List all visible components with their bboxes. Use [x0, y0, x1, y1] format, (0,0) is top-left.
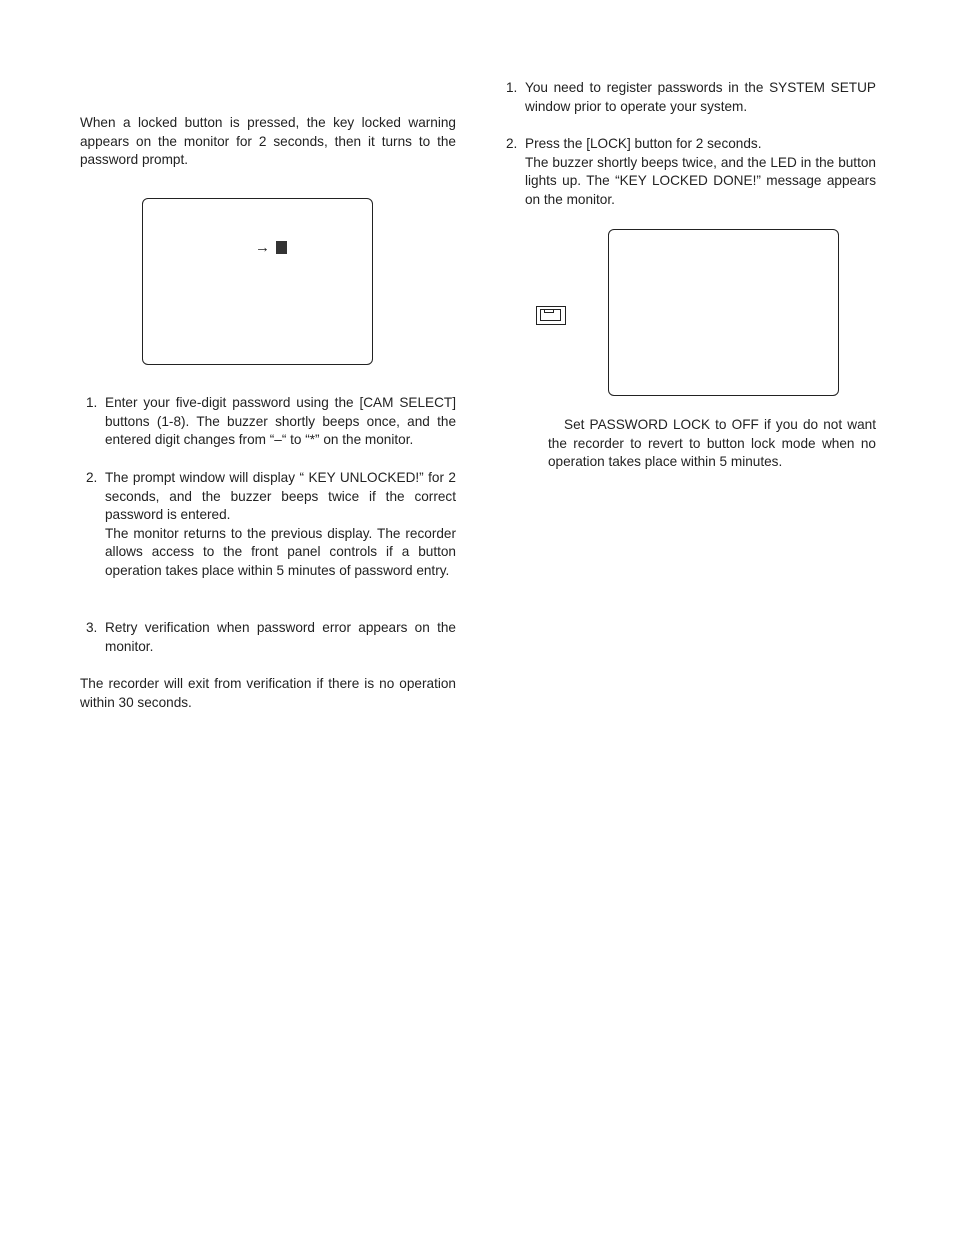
step-text: Enter your five-digit password using the [CAM SELECT] buttons (1-8). The buzzer shortly beeps once, and the entered digit changes from “–“ to “*” on the monitor.	[105, 395, 456, 448]
password-prompt-monitor	[142, 198, 373, 365]
step-number: 2.	[86, 470, 98, 485]
note-text: Set PASSWORD LOCK to OFF if you do not want the recorder to revert to button lock mode when no operation takes place within 5 minutes.	[548, 417, 876, 470]
outro-paragraph	[80, 675, 456, 712]
key-locked-monitor	[608, 229, 839, 396]
step-text: You need to register passwords in the SYSTEM SETUP window prior to operate your system.	[525, 80, 876, 114]
step-text: The prompt window will display “ KEY UNLOCKED!” for 2 seconds, and the buzzer beeps twice if the correct password is entered.	[105, 470, 456, 523]
outro-text: The recorder will exit from verification if there is no operation within 30 seconds.	[80, 676, 456, 710]
step-text: The monitor returns to the previous display. The recorder allows access to the front panel controls if a button operation takes place within 5 minutes of password entry.	[105, 525, 456, 578]
step-number: 1.	[506, 80, 518, 95]
intro-text: When a locked button is pressed, the key locked warning appears on the monitor for 2 seconds, then it turns to the password prompt.	[80, 115, 456, 168]
right-arrow-icon: →	[255, 239, 270, 256]
step-number: 2.	[506, 136, 518, 151]
led-indicator	[544, 309, 554, 313]
intro-paragraph	[80, 114, 456, 170]
step-text: The buzzer shortly beeps twice, and the LED in the button lights up. The “KEY LOCKED DONE!” message appears on the monitor.	[525, 154, 876, 207]
step-text: Retry verification when password error appears on the monitor.	[105, 620, 456, 654]
note-paragraph	[548, 416, 876, 472]
step-text: Press the [LOCK] button for 2 seconds.	[525, 136, 762, 151]
step-number: 1.	[86, 395, 98, 410]
lock-button-icon	[536, 306, 566, 325]
step-number: 3.	[86, 620, 98, 635]
cursor-block-icon	[276, 241, 287, 254]
